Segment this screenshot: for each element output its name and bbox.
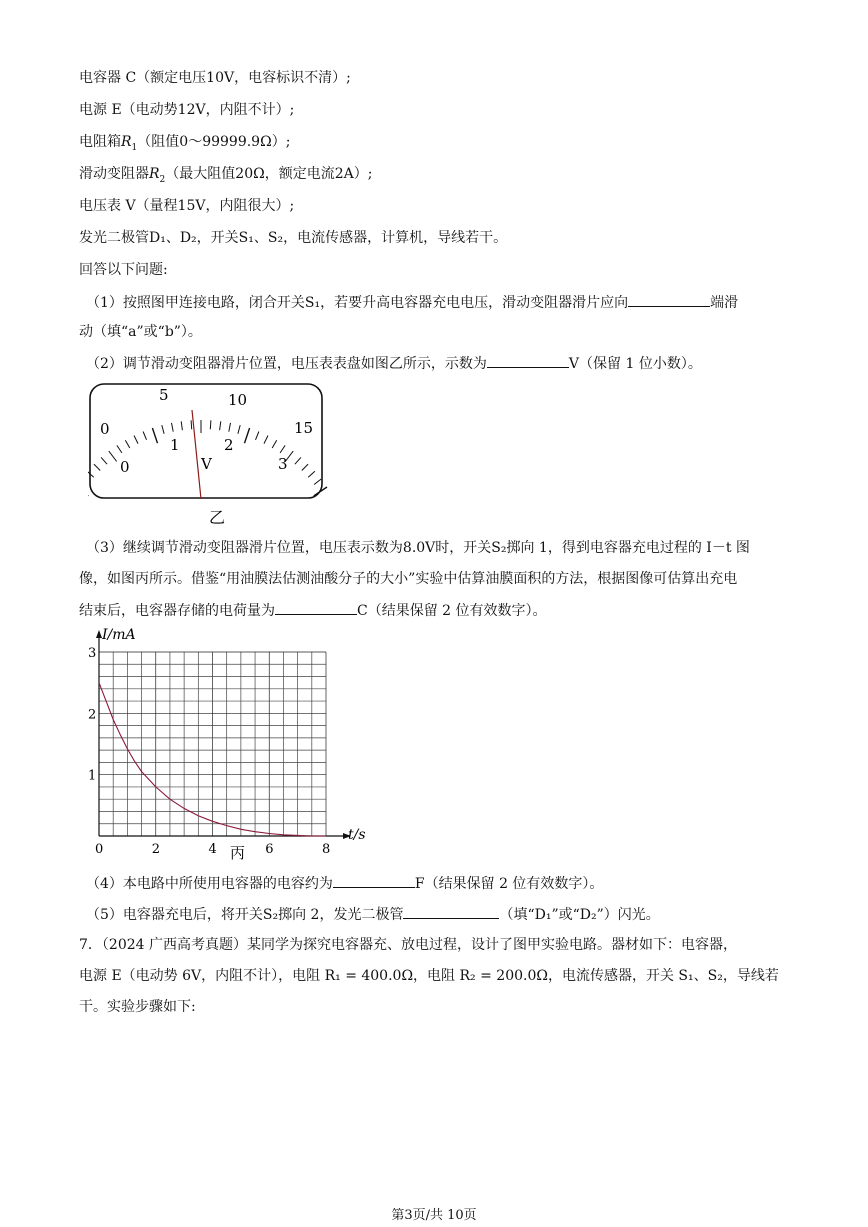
q5-text: （5）电容器充电后，将开关S₂掷向 2，发光二极管 (86, 907, 404, 923)
upper-scale-label: 5 (159, 386, 169, 404)
dial-tick (308, 471, 315, 477)
chart-axes (96, 630, 351, 839)
upper-scale-label: 0 (100, 420, 110, 438)
q3-text-2: 结束后，电容器存储的电荷量为 (79, 603, 275, 619)
resistance-box-subscript: 1 (131, 142, 138, 153)
question-4 (86, 873, 603, 894)
dial-tick (143, 432, 146, 440)
y-tick-label: 3 (88, 646, 97, 661)
dial-tick (210, 420, 211, 429)
resistance-box-symbol: R (121, 134, 132, 150)
meter-needle (192, 410, 201, 499)
dial-tick (88, 471, 94, 477)
equipment-resistance-box (79, 132, 290, 158)
q2-tail: V（保留 1 位小数）。 (568, 356, 702, 372)
x-tick-label: 0 (95, 842, 104, 857)
y-tick-label: 1 (88, 768, 97, 784)
x-tick-label: 2 (151, 842, 161, 857)
equipment-voltmeter: 电压表 V（量程15V，内阻很大）; (79, 198, 295, 214)
dial-tick (220, 421, 221, 430)
dial-tick (101, 457, 107, 464)
q4-answer-blank[interactable] (333, 873, 415, 888)
lower-scale-label: 2 (224, 436, 234, 454)
lower-scale-label: 3 (278, 455, 288, 473)
lower-scale-label: 0 (120, 458, 130, 476)
meter-unit: V (201, 455, 212, 473)
q1-answer-blank[interactable] (628, 292, 710, 307)
q4-tail: F（结果保留 2 位有效数字）。 (414, 876, 604, 892)
dial-tick (295, 457, 301, 464)
q2-answer-blank[interactable] (487, 353, 569, 368)
voltmeter-dial-figure (88, 382, 328, 527)
q4-text: （4）本电路中所使用电容器的电容约为 (86, 876, 333, 892)
dial-tick (302, 464, 308, 470)
dial-tick (314, 479, 321, 485)
q3-tail: C（结果保留 2 位有效数字）。 (357, 603, 547, 619)
q1-text: （1）按照图甲连接电路，闭合开关S₁，若要升高电容器充电电压，滑动变阻器滑片应向 (86, 295, 629, 311)
equipment-misc: 发光二极管D₁、D₂，开关S₁、S₂，电流传感器，计算机，导线若干。 (79, 230, 508, 246)
dial-tick (280, 445, 285, 453)
meter-caption: 乙 (209, 508, 226, 527)
dial-tick (238, 425, 240, 434)
dial-tick (152, 428, 157, 443)
rheostat-subscript: 2 (159, 174, 166, 185)
rheostat-spec: （最大阻值20Ω，额定电流2A）; (165, 166, 373, 182)
question-7-line-1: 7．（2024 广西高考真题）某同学为探究电容器充、放电过程，设计了图甲实验电路。器材如下：电容器， (79, 937, 737, 953)
chart-grid (99, 652, 326, 836)
question-7-line-2: 电源 E（电动势 6V，内阻不计），电阻 R₁ = 400.0Ω，电阻 R₂ = 200.0Ω，电流传感器，开关 S₁、S₂，导线若 (79, 968, 779, 984)
y-tick-label: 2 (88, 707, 97, 723)
equipment-rheostat (79, 164, 372, 190)
prompt: 回答以下问题: (79, 262, 168, 278)
chart-tick-labels (88, 646, 330, 857)
equipment-capacitor: 电容器 C（额定电压10V，电容标识不清）; (79, 70, 351, 86)
q1-continuation: 动（填“a”或“b”）。 (79, 324, 202, 340)
x-tick-label: 4 (208, 842, 217, 857)
upper-scale-label: 10 (228, 391, 248, 409)
dial-tick (109, 451, 117, 461)
q3-continuation-2 (79, 600, 547, 621)
x-tick-label: 6 (265, 842, 274, 857)
dial-tick (181, 421, 182, 430)
dial-tick (314, 487, 327, 496)
dial-tick (162, 425, 164, 434)
question-3: （3）继续调节滑动变阻器滑片位置，电压表示数为8.0V时，开关S₂掷向 1，得到电容器充电过程的 I－t 图 (86, 540, 750, 556)
question-2 (86, 353, 702, 374)
dial-tick (172, 423, 174, 432)
q5-answer-blank[interactable] (403, 904, 499, 919)
dial-tick (125, 440, 130, 448)
dial-tick (256, 432, 259, 440)
dial-tick (229, 423, 231, 432)
equipment-source: 电源 E（电动势12V，内阻不计）; (79, 102, 295, 118)
question-5 (86, 904, 660, 925)
meter-frame (90, 384, 322, 498)
dial-tick (191, 420, 192, 429)
rheostat-symbol: R (149, 166, 160, 182)
q2-text: （2）调节滑动变阻器滑片位置，电压表表盘如图乙所示，示数为 (86, 356, 487, 372)
dial-tick (117, 445, 122, 453)
x-axis-label: t/s (348, 827, 366, 843)
rheostat-label: 滑动变阻器 (79, 166, 149, 182)
resistance-box-label: 电阻箱 (79, 134, 121, 150)
q3-continuation: 像，如图丙所示。借鉴“用油膜法估测油酸分子的大小”实验中估算油膜面积的方法，根据图像可估算出充电 (79, 571, 738, 587)
page-footer: 第3页/共 10页 (391, 1208, 477, 1223)
question-7-line-3: 干。实验步骤如下: (79, 999, 196, 1015)
chart-caption: 丙 (230, 844, 246, 862)
dial-tick (272, 440, 277, 448)
resistance-box-range: （阻值0～99999.9Ω）; (137, 134, 291, 150)
q5-tail: （填“D₁”或“D₂”）闪光。 (499, 907, 660, 923)
x-tick-label: 8 (322, 842, 331, 857)
q1-tail: 端滑 (710, 295, 739, 311)
q3-answer-blank[interactable] (275, 600, 357, 615)
dial-tick (264, 436, 268, 444)
question-1 (86, 292, 738, 313)
dial-tick (245, 428, 250, 443)
y-axis-label: I/mA (102, 627, 136, 643)
current-time-chart (80, 622, 370, 867)
upper-scale-label: 15 (294, 419, 314, 437)
dial-tick (134, 436, 138, 444)
dial-tick (94, 464, 100, 470)
lower-scale-label: 1 (170, 436, 180, 454)
